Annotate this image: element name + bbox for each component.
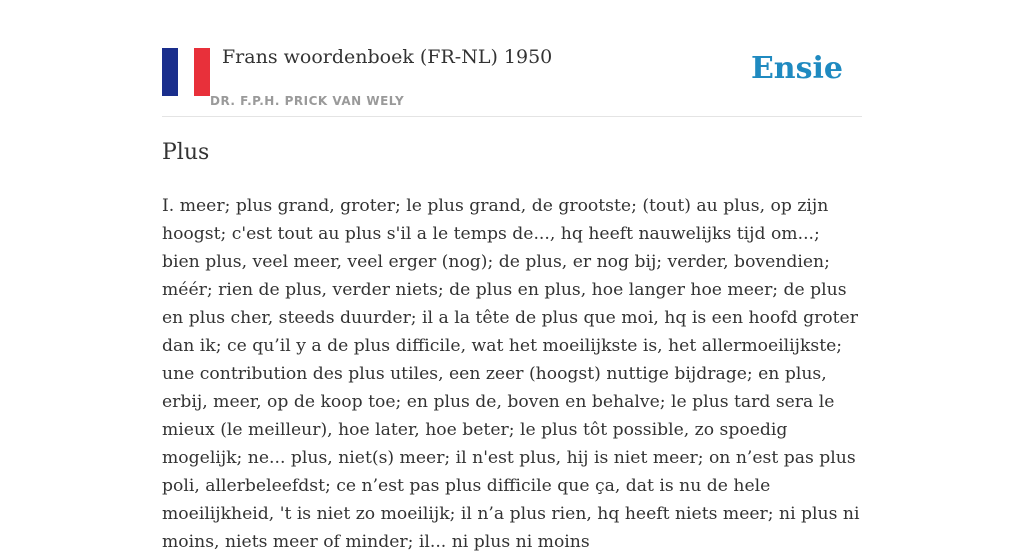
dictionary-title[interactable]: Frans woordenboek (FR-NL) 1950	[222, 46, 553, 68]
flag-blue-stripe	[162, 48, 178, 96]
flag-white-stripe	[178, 48, 194, 96]
french-flag-icon	[162, 48, 210, 96]
entry-headword: Plus	[162, 140, 210, 165]
dictionary-author: DR. F.P.H. PRICK VAN WELY	[210, 94, 405, 108]
ensie-logo[interactable]: Ensie	[750, 51, 843, 86]
entry-definition: I. meer; plus grand, groter; le plus grand, de grootste; (tout) au plus, op zijn hoogst; c'est tout au plus s'il a le temps de..., hq heeft nauwelijks tijd om...; bien plus, veel meer, veel erger (nog); de plus, er nog bij; verder, bovendien; méér; rien de plus, verder niets; de plus en plus, hoe langer hoe meer; de plus en plus cher, steeds duurder; il a la tête de plus que moi, hq is een hoofd groter dan ik; ce qu’il y a de plus difficile, wat het moeilijkste is, het allermoeilijkste; une contribution des plus utiles, een zeer (hoogst) nuttige bijdrage; en plus, erbij, meer, op de koop toe; en plus de, boven en behalve; le plus tard sera le mieux (le meilleur), hoe later, hoe beter; le plus tôt possible, zo spoedig mogelijk; ne... plus, niet(s) meer; il n'est plus, hij is niet meer; on n’est pas plus poli, allerbeleefdst; ce n’est pas plus difficile que ça, dat is nu de hele moeilijkheid, 't is niet zo moeilijk; il n’a plus rien, hq heeft niets meer; ni plus ni moins, niets meer of minder; il... ni plus ni moins	[162, 196, 860, 552]
dictionary-header	[162, 44, 862, 117]
flag-red-stripe	[194, 48, 210, 96]
